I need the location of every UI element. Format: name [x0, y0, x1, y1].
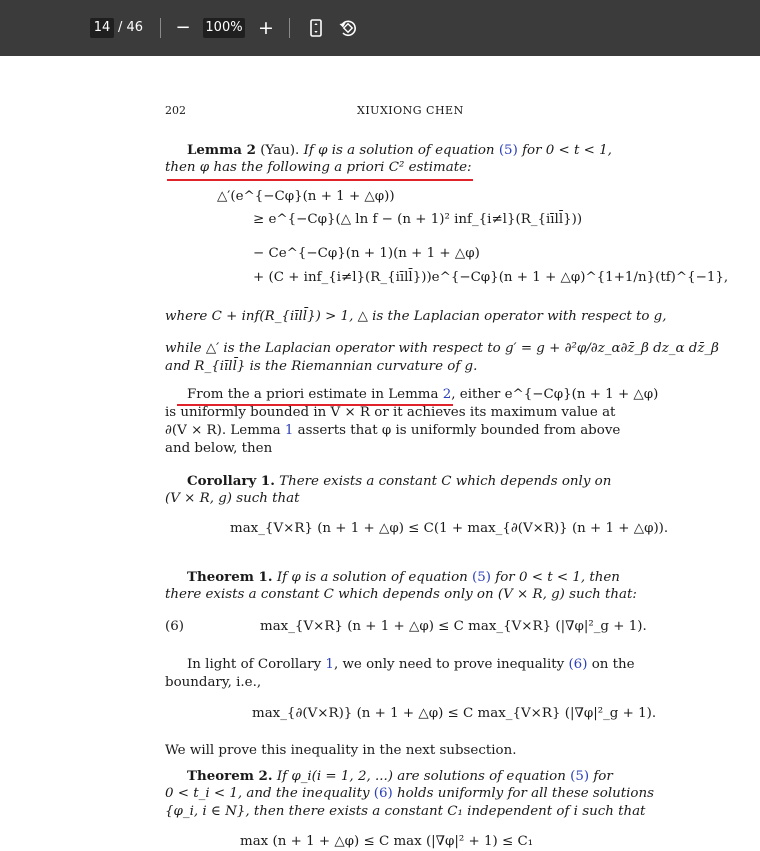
page-number-input[interactable]: 14 — [90, 18, 114, 38]
theorem2-line-2: 0 < t_i < 1, and the inequality (6) holds uniformly for all these solutions — [165, 786, 654, 801]
pdf-page — [0, 56, 760, 849]
corollary-line-2: (V × R, g) such that — [165, 491, 300, 506]
running-title: XIUXIONG CHEN — [357, 104, 464, 117]
lemma-ref-link[interactable]: 2 — [442, 387, 452, 402]
lemma-eq-line-1: △′(e^{−Cφ}(n + 1 + △φ)) — [217, 189, 395, 204]
theorem2-equation-partial: max (n + 1 + △φ) ≤ C max (|∇φ|² + 1) ≤ C₁ — [240, 834, 534, 849]
zoom-level-input[interactable]: 100% — [203, 18, 245, 38]
lemma-eq-line-4: + (C + inf_{i≠l}(R_{iīll̄}))e^{−Cφ}(n + 1 + △φ)^{1+1/n}(tf)^{−1}, — [253, 270, 729, 285]
para2-line-1: In light of Corollary 1, we only need to prove inequality (6) on the — [187, 657, 635, 672]
page-number: 202 — [165, 104, 186, 117]
toolbar-divider — [289, 18, 290, 38]
para2-line-2: boundary, i.e., — [165, 675, 262, 690]
rotate-icon[interactable] — [338, 18, 358, 38]
para1-line-2: is uniformly bounded in V × R or it achieves its maximum value at — [165, 405, 616, 420]
para1-line-1: From the a priori estimate in Lemma 2, either e^{−Cφ}(n + 1 + △φ) — [187, 387, 659, 402]
theorem2-line-1: Theorem 2. If φ_i(i = 1, 2, ...) are solutions of equation (5) for — [187, 768, 613, 784]
lemma-ref-link[interactable]: 1 — [284, 423, 294, 438]
zoom-out-button[interactable]: − — [175, 17, 191, 38]
para1-line-4: and below, then — [165, 441, 273, 456]
where-line-2: while △′ is the Laplacian operator with respect to g′ = g + ∂²φ/∂z_α∂z̄_β dz_α dz̄_β — [165, 341, 719, 356]
pdf-toolbar — [0, 0, 760, 56]
theorem1-equation: max_{V×R} (n + 1 + △φ) ≤ C max_{V×R} (|∇φ|²_g + 1). — [260, 619, 647, 634]
fit-page-icon[interactable] — [306, 18, 326, 38]
toolbar-divider — [160, 18, 161, 38]
equation-ref-link[interactable]: (5) — [472, 570, 492, 585]
lemma-line-2: then φ has the following a priori C² estimate: — [165, 160, 472, 175]
equation-number: (6) — [165, 619, 184, 634]
corollary-line-1: Corollary 1. There exists a constant C which depends only on — [187, 473, 612, 489]
red-underline — [167, 179, 473, 181]
equation-ref-link[interactable]: (6) — [373, 786, 393, 801]
para2-equation: max_{∂(V×R)} (n + 1 + △φ) ≤ C max_{V×R} (|∇φ|²_g + 1). — [252, 706, 657, 721]
theorem1-line-1: Theorem 1. If φ is a solution of equation (5) for 0 < t < 1, then — [187, 569, 620, 585]
theorem2-line-3: {φ_i, i ∈ N}, then there exists a constant C₁ independent of i such that — [165, 804, 646, 819]
corollary-ref-link[interactable]: 1 — [325, 657, 334, 672]
lemma-eq-line-3: − Ce^{−Cφ}(n + 1)(n + 1 + △φ) — [253, 246, 480, 261]
where-line-1: where C + inf(R_{iīll̄}) > 1, △ is the Laplacian operator with respect to g, — [165, 309, 667, 324]
equation-ref-link[interactable]: (5) — [498, 143, 518, 158]
zoom-in-button[interactable]: + — [258, 17, 274, 39]
lemma-eq-line-2: ≥ e^{−Cφ}(△ ln f − (n + 1)² inf_{i≠l}(R_{iīll̄})) — [253, 212, 583, 227]
corollary-equation: max_{V×R} (n + 1 + △φ) ≤ C(1 + max_{∂(V×R)} (n + 1 + △φ)). — [230, 521, 669, 536]
theorem1-line-2: there exists a constant C which depends only on (V × R, g) such that: — [165, 587, 637, 602]
para1-line-3: ∂(V × R). Lemma 1 asserts that φ is uniformly bounded from above — [165, 423, 621, 438]
lemma-statement: Lemma 2 (Yau). If φ is a solution of equation (5) for 0 < t < 1, — [187, 142, 612, 158]
where-line-3: and R_{iīll̄} is the Riemannian curvature of g. — [165, 359, 478, 374]
para2-line-3: We will prove this inequality in the next subsection. — [165, 743, 517, 758]
equation-ref-link[interactable]: (6) — [568, 657, 588, 672]
page-total: / 46 — [118, 20, 144, 35]
equation-ref-link[interactable]: (5) — [570, 769, 590, 784]
